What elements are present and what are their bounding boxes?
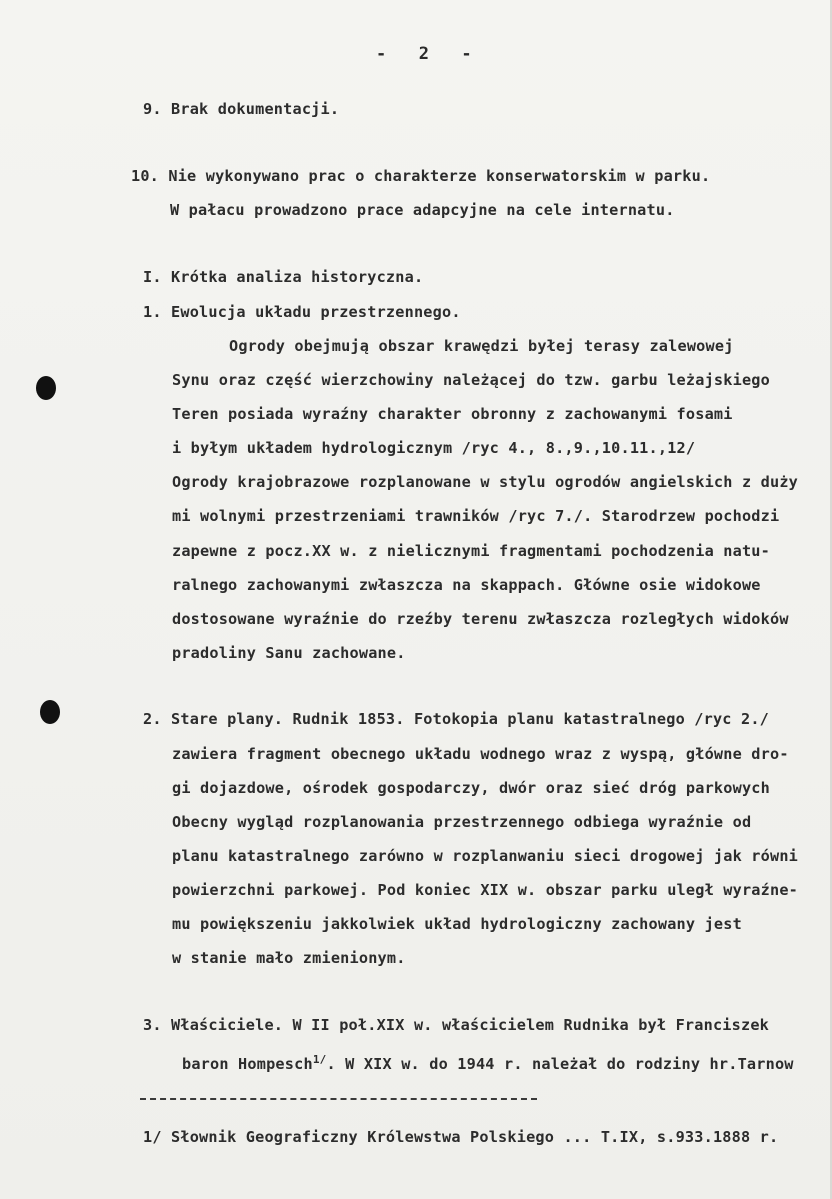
item-9: 9. Brak dokumentacji. xyxy=(143,100,340,118)
page-number: - 2 - xyxy=(376,44,476,64)
item-3-line-2 xyxy=(182,1050,794,1074)
item-2-line-8: w stanie mało zmienionym. xyxy=(172,949,406,967)
subsection-1-heading: 1. Ewolucja układu przestrzennego. xyxy=(143,303,461,321)
section-heading: I. Krótka analiza historyczna. xyxy=(143,268,424,286)
para-1-line-4: i byłym układem hydrologicznym /ryc 4., 8.,9.,10.11.,12/ xyxy=(172,439,696,457)
item-2-line-5: planu katastralnego zarówno w rozplanwaniu sieci drogowej jak równi xyxy=(172,847,799,865)
item-10-line-2: W pałacu prowadzono prace adapcyjne na cele internatu. xyxy=(170,201,675,219)
footnote-ref: 1/ xyxy=(312,1053,327,1066)
punch-hole-bottom xyxy=(40,700,60,724)
item-2-line-7: mu powiększeniu jakkolwiek układ hydrologiczny zachowany jest xyxy=(172,915,742,933)
para-1-line-5: Ogrody krajobrazowe rozplanowane w stylu ogrodów angielskich z duży xyxy=(172,473,799,491)
item-2-line-3: gi dojazdowe, ośrodek gospodarczy, dwór oraz sieć dróg parkowych xyxy=(172,779,770,797)
footnote-text: 1/ Słownik Geograficzny Królewstwa Polskiego ... T.IX, s.933.1888 r. xyxy=(143,1128,779,1146)
para-1-line-8: ralnego zachowanymi zwłaszcza na skappach. Główne osie widokowe xyxy=(172,576,761,594)
para-1-line-6: mi wolnymi przestrzeniami trawników /ryc 7./. Starodrzew pochodzi xyxy=(172,507,780,525)
item-3-text-start: baron Hompesch xyxy=(182,1055,313,1073)
para-1-line-9: dostosowane wyraźnie do rzeźby terenu zwłaszcza rozległych widoków xyxy=(172,610,789,628)
item-2-line-4: Obecny wygląd rozplanowania przestrzennego odbiega wyraźnie od xyxy=(172,813,752,831)
item-2-line-6: powierzchni parkowej. Pod koniec XIX w. obszar parku uległ wyraźne- xyxy=(172,881,799,899)
para-1-line-3: Teren posiada wyraźny charakter obronny z zachowanymi fosami xyxy=(172,405,733,423)
item-2-line-2: zawiera fragment obecnego układu wodnego wraz z wyspą, główne dro- xyxy=(172,745,789,763)
para-1-line-7: zapewne z pocz.XX w. z nielicznymi fragmentami pochodzenia natu- xyxy=(172,542,770,560)
punch-hole-top xyxy=(36,376,56,400)
item-2-line-1: 2. Stare plany. Rudnik 1853. Fotokopia planu katastralnego /ryc 2./ xyxy=(143,710,770,728)
item-3-line-1: 3. Właściciele. W II poł.XIX w. właścicielem Rudnika był Franciszek xyxy=(143,1016,770,1034)
item-10-line-1: 10. Nie wykonywano prac o charakterze konserwatorskim w parku. xyxy=(131,167,711,185)
item-3-text-end: . W XIX w. do 1944 r. należał do rodziny hr.Tarnow xyxy=(326,1055,794,1073)
para-1-line-10: pradoliny Sanu zachowane. xyxy=(172,644,406,662)
para-1-line-1: Ogrody obejmują obszar krawędzi byłej terasy zalewowej xyxy=(229,337,734,355)
footnote-divider xyxy=(140,1098,537,1100)
para-1-line-2: Synu oraz część wierzchowiny należącej do tzw. garbu leżajskiego xyxy=(172,371,770,389)
